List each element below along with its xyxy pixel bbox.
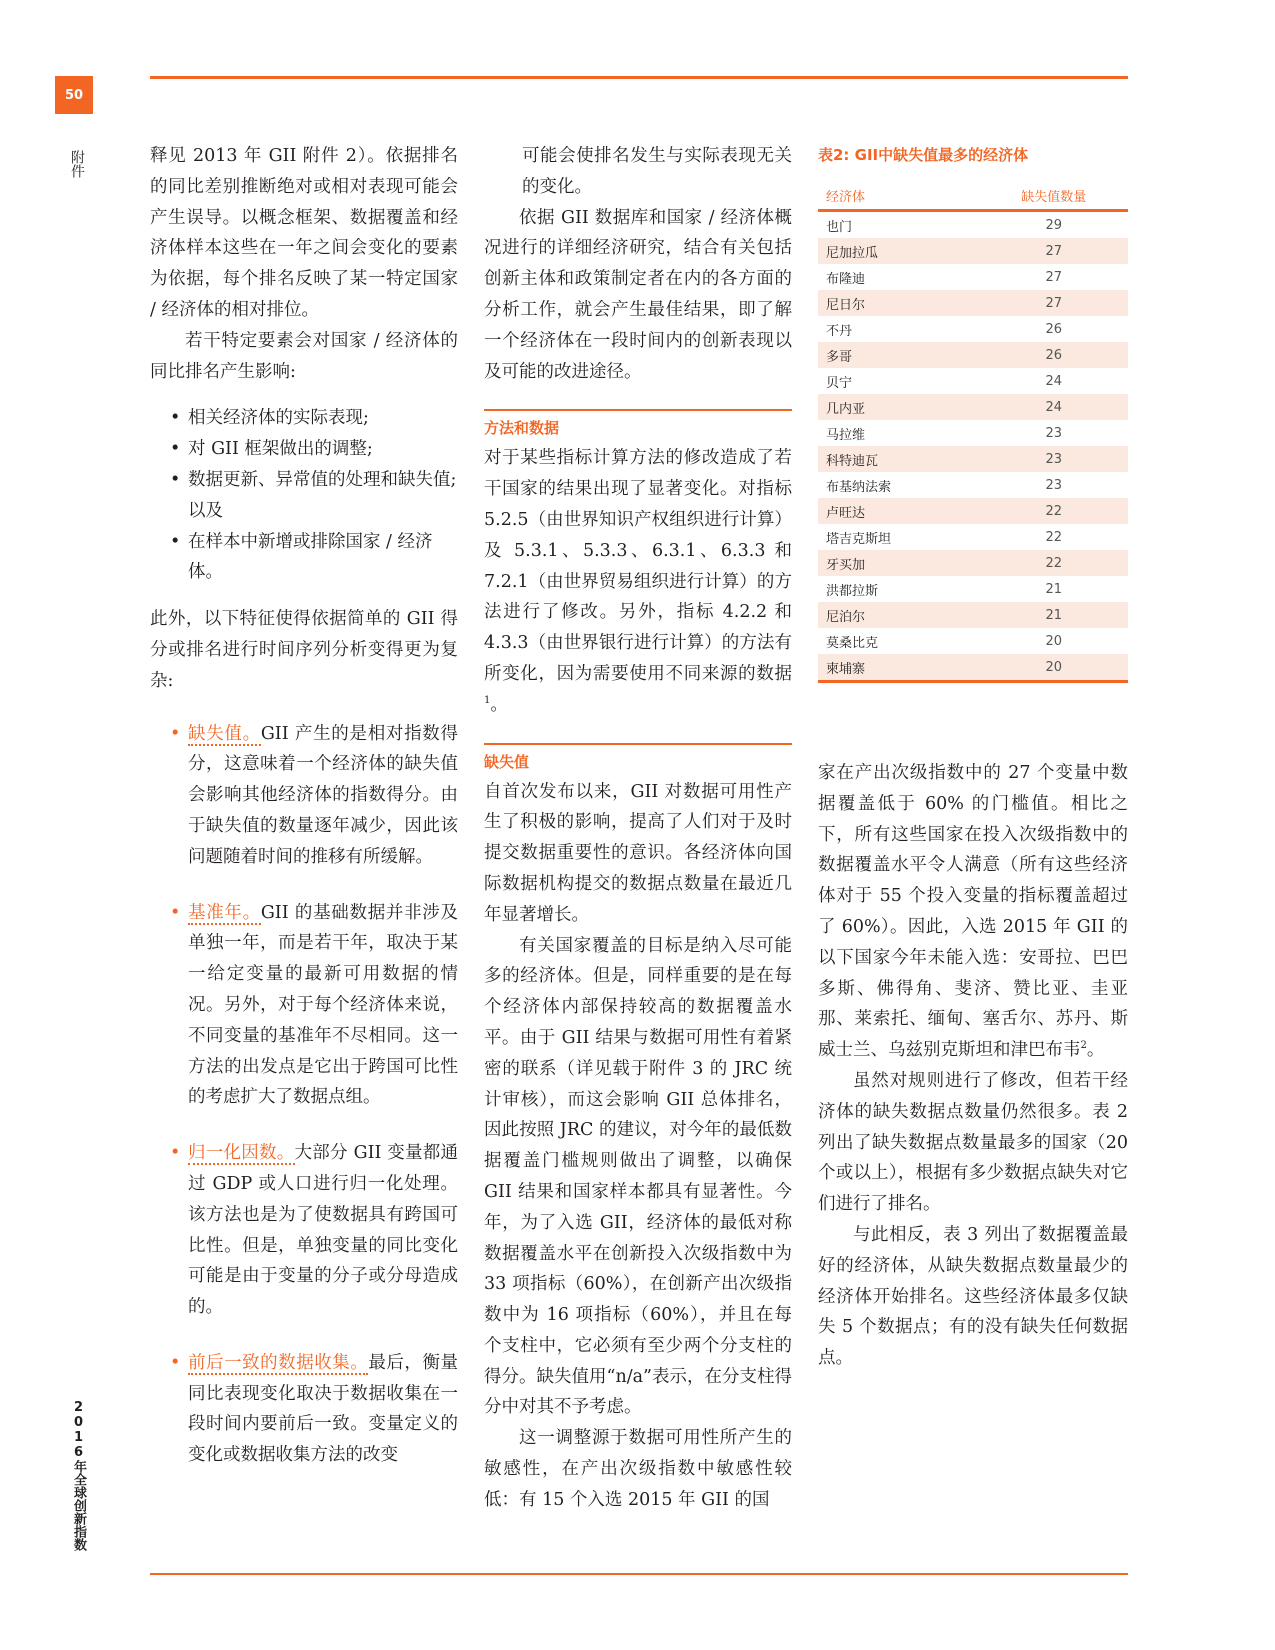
table-row (818, 290, 1128, 316)
cell-economy: 科特迪瓦 (818, 446, 947, 472)
table-row (818, 316, 1128, 342)
cell-economy: 洪都拉斯 (826, 583, 879, 599)
cell-missing: 23 (1045, 477, 1062, 493)
table-2 (818, 144, 1128, 683)
paragraph: 若干特定要素会对国家 / 经济体的同比排名产生影响: (150, 330, 458, 382)
list-item: • 数据更新、异常值的处理和缺失值; 以及 (150, 465, 458, 527)
bottom-rule (150, 1573, 1128, 1575)
cell-economy: 不丹 (826, 323, 853, 339)
table-header-row (818, 184, 1128, 211)
cell-economy: 多哥 (818, 342, 947, 368)
list-item: • 相关经济体的实际表现; (150, 403, 458, 434)
column-1 (150, 141, 458, 1496)
page-number: 50 (55, 76, 93, 114)
paragraph: 对于某些指标计算方法的修改造成了若干国家的结果出现了显著变化。对指标 5.2.5（由世界知识产权组织进行计算）及 5.3.1、5.3.3、6.3.1、6.3.3 和 7.2.1（由世界贸易组织进行计算）的方法进行了修改。另外，指标 4.2.2 和 4.3.3（由世界银行进行计算）的方法有所变化，因为需要使用不同来源的数据$^1$。 (484, 448, 792, 715)
paragraph: 依据 GII 数据库和国家 / 经济体概况进行的详细经济研究，结合有关包括创新主体和政策制定者在内的各方面的分析工作，就会产生最佳结果，即了解一个经济体在一段时间内的创新表现以及可能的改进途径。 (484, 207, 792, 382)
factor-list (150, 403, 458, 588)
paragraph: 释见 2013 年 GII 附件 2）。依据排名的同比差别推断绝对或相对表现可能会产生误导。以概念框架、数据覆盖和经济体样本这些在一年之间会变化的要素为依据，每个排名反映了某一特定国家 / 经济体的相对排位。 (150, 146, 458, 320)
cell-missing: 23 (1045, 425, 1062, 441)
paragraph: 自首次发布以来，GII 对数据可用性产生了积极的影响，提高了人们对于及时提交数据重要性的意识。各经济体向国际数据机构提交的数据点数量在最近几年显著增长。 (484, 781, 792, 925)
table-row (818, 628, 1128, 654)
cell-missing: 26 (1045, 321, 1062, 337)
cell-missing: 24 (1045, 373, 1062, 389)
cell-economy: 卢旺达 (818, 498, 947, 524)
table-row (818, 446, 1128, 472)
paragraph: 与此相反，表 3 列出了数据覆盖最好的经济体，从缺失数据点数量最少的经济体开始排名。这些经济体最多仅缺失 5 个数据点；有的没有缺失任何数据点。 (818, 1224, 1128, 1369)
missing-values-table (818, 184, 1128, 683)
table-title: 表2: GII中缺失值最多的经济体 (818, 146, 1029, 164)
list-item: • 在样本中新增或排除国家 / 经济体。 (150, 527, 458, 589)
table-row (818, 654, 1128, 682)
cell-economy: 几内亚 (818, 394, 947, 420)
cell-missing: 24 (947, 394, 1128, 420)
cell-missing: 20 (1045, 633, 1062, 649)
section-heading-missing-values: 缺失值 (484, 743, 792, 773)
list-item (150, 1348, 458, 1471)
paragraph: 这一调整源于数据可用性所产生的敏感性，在产出次级指数中敏感性较低：有 15 个入选 2015 年 GII 的国 (484, 1428, 792, 1510)
paragraph: 可能会使排名发生与实际表现无关的变化。 (522, 146, 792, 197)
term-text: 最后，衡量同比表现变化取决于数据收集在一段时间内要前后一致。变量定义的变化或数据收集方法的改变 (188, 1352, 459, 1466)
section-label: 附件 (69, 150, 85, 178)
term-missing-values: 缺失值。 (188, 723, 261, 744)
cell-economy: 柬埔寨 (818, 654, 947, 682)
paragraph: 家在产出次级指数中的 27 个变量中数据覆盖低于 60% 的门槛值。相比之下，所有这些国家在投入次级指数中的数据覆盖水平令人满意（所有这些经济体对于 55 个投入变量的指标覆盖超过了 60%）。因此，入选 2015 年 GII 的以下国家今年未能入选：安哥拉、巴巴多斯、佛得角、斐济、赞比亚、圭亚那、莱索托、缅甸、塞舌尔、苏丹、斯威士兰、乌兹别克斯坦和津巴布韦$^2$。 (818, 763, 1128, 1061)
cell-economy: 尼加拉瓜 (818, 238, 947, 264)
cell-economy: 马拉维 (826, 427, 866, 443)
term-text: 大部分 GII 变量都通过 GDP 或人口进行归一化处理。该方法也是为了使数据具有跨国可比性。但是，单独变量的同比变化可能是由于变量的分子或分母造成的。 (188, 1143, 458, 1318)
table-row (818, 524, 1128, 550)
top-rule (150, 76, 1128, 79)
table-row (818, 342, 1128, 368)
cell-missing: 27 (947, 238, 1128, 264)
column-2 (484, 141, 792, 1516)
cell-missing: 20 (947, 654, 1128, 682)
cell-missing: 21 (947, 602, 1128, 628)
table-row (818, 550, 1128, 576)
cell-missing: 26 (947, 342, 1128, 368)
list-item (150, 1138, 458, 1323)
table-row (818, 498, 1128, 524)
table-row (818, 394, 1128, 420)
cell-economy: 布基纳法索 (826, 479, 892, 495)
cell-economy: 塔吉克斯坦 (826, 531, 892, 547)
column-header-economy: 经济体 (818, 184, 947, 211)
footnote-ref: 1 (484, 694, 491, 706)
table-row (818, 472, 1128, 498)
table-row (818, 420, 1128, 446)
table-row (818, 576, 1128, 602)
cell-missing: 22 (947, 498, 1128, 524)
cell-economy: 牙买加 (818, 550, 947, 576)
footnote-ref: 2 (1080, 1040, 1087, 1052)
cell-economy: 莫桑比克 (826, 635, 879, 651)
term-normalization: 归一化因数。 (188, 1143, 295, 1164)
cell-economy: 布隆迪 (826, 271, 866, 287)
cell-missing: 21 (1045, 581, 1062, 597)
table-row (818, 238, 1128, 264)
paragraph: 有关国家覆盖的目标是纳入尽可能多的经济体。但是，同样重要的是在每个经济体内部保持较高的数据覆盖水平。由于 GII 结果与数据可用性有着紧密的联系（详见载于附件 3 的 JRC 统计审核），而这会影响 GII 总体排名，因此按照 JRC 的建议，对今年的最低数据覆盖门槛规则做出了调整，以确保 GII 结果和国家样本都具有显著性。今年，为了入选 GII，经济体的最低对称数据覆盖水平在创新投入次级指数中为 33 项指标（60%），在创新产出次级指数中为 16 项指标（60%），并且在每个支柱中，它必须有至少两个分支柱的得分。缺失值用“n/a”表示，在分支柱得分中对其不予考虑。 (484, 935, 792, 1418)
table-row (818, 264, 1128, 290)
paragraph: 此外，以下特征使得依据简单的 GII 得分或排名进行时间序列分析变得更为复杂: (150, 609, 458, 691)
paragraph: 虽然对规则进行了修改，但若干经济体的缺失数据点数量仍然很多。表 2 列出了缺失数据点数量最多的国家（20 个或以上），根据有多少数据点缺失对它们进行了排名。 (818, 1070, 1128, 1215)
section-heading-methods: 方法和数据 (484, 409, 792, 439)
table-row (818, 211, 1128, 239)
table-row (818, 368, 1128, 394)
cell-economy: 也门 (826, 219, 853, 235)
cell-missing: 27 (1045, 269, 1062, 285)
column-3 (818, 758, 1128, 1374)
term-text: GII 产生的是相对指数得分，这意味着一个经济体的缺失值会影响其他经济体的指数得分。由于缺失值的数量逐年减少，因此该问题随着时间的推移有所缓解。 (188, 723, 458, 867)
list-item: • 对 GII 框架做出的调整; (150, 434, 458, 465)
book-title: 2016年全球创新指数 (71, 1400, 86, 1551)
cell-missing: 27 (947, 290, 1128, 316)
feature-list (150, 719, 458, 1472)
list-item (150, 898, 458, 1114)
cell-economy: 贝宁 (826, 375, 853, 391)
column-header-missing: 缺失值数量 (947, 184, 1128, 211)
cell-missing: 29 (1045, 217, 1062, 233)
cell-economy: 尼日尔 (818, 290, 947, 316)
cell-missing: 22 (947, 550, 1128, 576)
cell-missing: 22 (1045, 529, 1062, 545)
cell-economy: 尼泊尔 (818, 602, 947, 628)
term-base-year: 基准年。 (188, 902, 261, 923)
term-text: GII 的基础数据并非涉及单独一年，而是若干年，取决于某一给定变量的最新可用数据的情况。另外，对于每个经济体来说，不同变量的基准年不尽相同。这一方法的出发点是它出于跨国可比性的考虑扩大了数据点组。 (188, 902, 458, 1108)
term-consistent-collection: 前后一致的数据收集。 (188, 1352, 369, 1373)
table-row (818, 602, 1128, 628)
cell-missing: 23 (947, 446, 1128, 472)
list-item (150, 719, 458, 873)
